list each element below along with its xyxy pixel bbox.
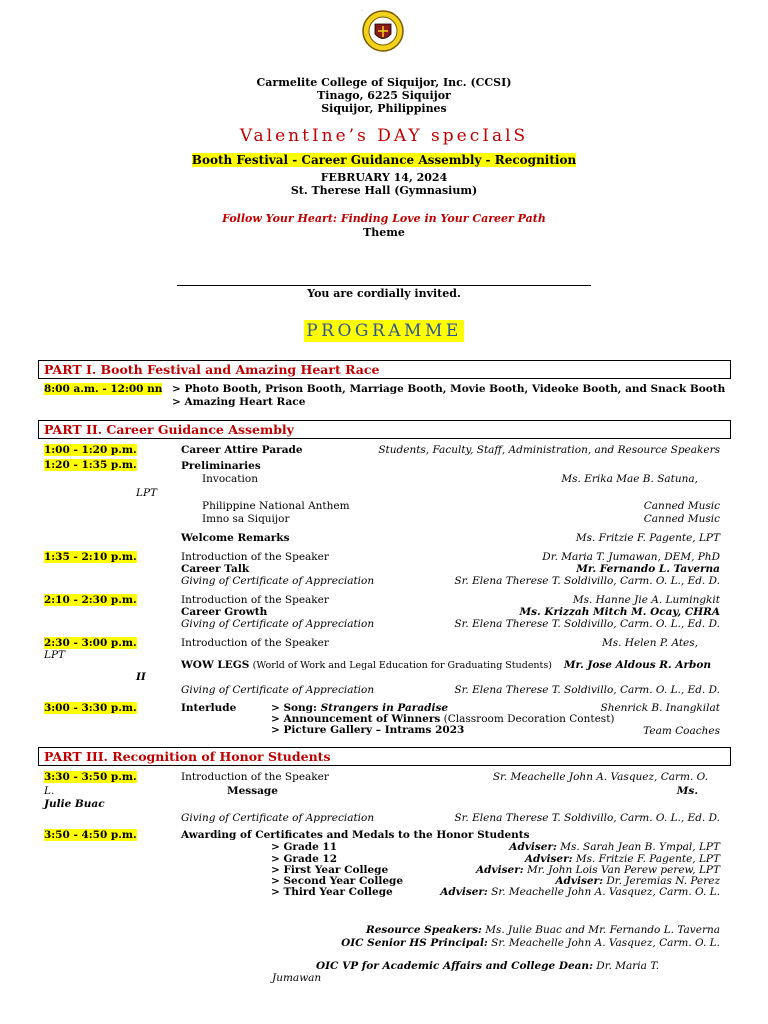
message-who-suffix: Julie Buac	[44, 798, 105, 810]
grade-adviser	[440, 886, 720, 898]
career-growth: Career Growth	[181, 606, 268, 618]
adviser-name: Sr. Meachelle John A. Vasquez, Carm. O. L.	[491, 886, 720, 898]
theme-label: Theme	[363, 226, 405, 239]
grade-adviser	[509, 841, 720, 853]
oic-principal-label: OIC Senior HS Principal:	[341, 937, 488, 949]
resource-speakers-names: Ms. Julie Buac and Mr. Fernando L. Taverna	[485, 924, 720, 936]
school-name: Carmelite College of Siquijor, Inc. (CCSI)	[256, 76, 512, 89]
intro-speaker: Introduction of the Speaker	[181, 594, 329, 606]
college-seal-icon	[362, 10, 404, 52]
grade-item: > Second Year College	[271, 875, 404, 887]
vp-academic	[316, 960, 659, 972]
part2-header	[38, 420, 731, 439]
winners-desc: (Classroom Decoration Contest)	[443, 713, 615, 725]
intro-speaker: Introduction of the Speaker	[181, 637, 329, 649]
part1-header	[38, 360, 731, 379]
song-prefix: > Song:	[271, 702, 317, 714]
adviser-label: Adviser:	[476, 864, 524, 876]
time-slot: 3:00 - 3:30 p.m.	[44, 702, 137, 714]
time-slot-suffix: LPT	[44, 649, 66, 661]
message-who: Ms.	[676, 785, 698, 797]
part1-booths: > Photo Booth, Prison Booth, Marriage Booth, Movie Booth, Videoke Booth, and Snack Booth	[172, 383, 726, 395]
resource-speakers-label: Resource Speakers:	[365, 924, 482, 936]
grade-item: > Grade 11	[271, 841, 338, 853]
welcome-remarks: Welcome Remarks	[181, 532, 290, 544]
certificate-who: Sr. Elena Therese T. Soldivillo, Carm. O. L., Ed. D.	[454, 618, 720, 630]
invocation-who: Ms. Erika Mae B. Satuna,	[561, 473, 698, 485]
part1-time: 8:00 a.m. - 12:00 nn	[44, 383, 163, 395]
grade-item: > Grade 12	[271, 853, 338, 865]
time-slot: 2:30 - 3:00 p.m.	[44, 637, 137, 649]
welcome-who: Ms. Fritzie F. Pagente, LPT	[575, 532, 720, 544]
event-venue: St. Therese Hall (Gymnasium)	[290, 184, 478, 197]
attire-parade-who: Students, Faculty, Staff, Administration, and Resource Speakers	[378, 444, 720, 456]
winners-label: > Announcement of Winners	[271, 713, 441, 725]
invite-text: You are cordially invited.	[307, 287, 461, 300]
gallery-item: > Picture Gallery – Intrams 2023	[271, 724, 465, 736]
intro-speaker: Introduction of the Speaker	[181, 551, 329, 563]
time-slot: 1:00 - 1:20 p.m.	[44, 444, 137, 456]
time-slot: 2:10 - 2:30 p.m.	[44, 594, 137, 606]
resource-speakers	[366, 924, 720, 936]
wow-legs-desc: (World of Work and Legal Education for Graduating Students)	[252, 660, 552, 671]
invocation-who-suffix: LPT	[136, 487, 158, 499]
grade-item: > First Year College	[271, 864, 389, 876]
event-subtitle: Booth Festival - Career Guidance Assembly - Recognition	[191, 153, 577, 167]
certificate: Giving of Certificate of Appreciation	[181, 684, 375, 696]
gallery-who: Team Coaches	[643, 725, 720, 737]
adviser-label: Adviser:	[509, 841, 557, 853]
career-talk-who: Mr. Fernando L. Taverna	[576, 563, 720, 575]
invocation: Invocation	[202, 473, 258, 485]
intro-speaker-who: Sr. Meachelle John A. Vasquez, Carm. O.	[492, 771, 708, 783]
adviser-name: Mr. John Lois Van Perew perew, LPT	[526, 864, 720, 876]
vp-academic-name-suffix: Jumawan	[272, 972, 322, 984]
oic-principal	[341, 937, 720, 949]
adviser-name: Ms. Sarah Jean B. Ympal, LPT	[560, 841, 720, 853]
time-slot: 3:50 - 4:50 p.m.	[44, 829, 137, 841]
time-slot: 1:20 - 1:35 p.m.	[44, 459, 137, 471]
logo-text	[362, 10, 363, 11]
intro-speaker: Introduction of the Speaker	[181, 771, 329, 783]
adviser-label: Adviser:	[524, 853, 573, 865]
certificate-who: Sr. Elena Therese T. Soldivillo, Carm. O. L., Ed. D.	[454, 575, 720, 587]
certificate: Giving of Certificate of Appreciation	[181, 812, 375, 824]
address-line-2: Siquijor, Philippines	[321, 102, 447, 115]
imno-who: Canned Music	[643, 513, 720, 525]
part3-title: PART III. Recognition of Honor Students	[44, 749, 331, 764]
oic-principal-name: Sr. Meachelle John A. Vasquez, Carm. O. L.	[491, 937, 720, 949]
part1-heart-race: > Amazing Heart Race	[172, 396, 306, 408]
adviser-label: Adviser:	[440, 886, 488, 898]
national-anthem: Philippine National Anthem	[202, 500, 350, 512]
wow-legs-who-suffix: II	[136, 671, 146, 683]
career-growth-who: Ms. Krizzah Mitch M. Ocay, CHRA	[519, 606, 720, 618]
awarding: Awarding of Certificates and Medals to the Honor Students	[181, 829, 530, 841]
part3-header	[38, 747, 731, 766]
certificate: Giving of Certificate of Appreciation	[181, 618, 375, 630]
time-slot: 3:30 - 3:50 p.m.	[44, 771, 137, 783]
intro-speaker-who: Dr. Maria T. Jumawan, DEM, PhD	[542, 551, 720, 563]
message: Message	[227, 785, 278, 797]
vp-academic-name: Dr. Maria T.	[596, 960, 660, 972]
event-date: FEBRUARY 14, 2024	[320, 171, 448, 184]
intro-speaker-who-suffix: L.	[44, 785, 55, 797]
event-title: ValentIne’s DAY specIalS	[239, 126, 529, 146]
wow-legs-title: WOW LEGS	[181, 659, 250, 671]
preliminaries: Preliminaries	[181, 460, 261, 472]
intro-speaker-who: Ms. Hanne Jie A. Lumingkit	[572, 594, 720, 606]
song-title: Strangers in Paradise	[320, 702, 449, 714]
intro-speaker-who: Ms. Helen P. Ates,	[601, 637, 698, 649]
address-line-1: Tinago, 6225 Siquijor	[317, 89, 451, 102]
signature-line	[177, 285, 591, 286]
grade-item: > Third Year College	[271, 886, 393, 898]
attire-parade: Career Attire Parade	[181, 444, 303, 456]
part1-title: PART I. Booth Festival and Amazing Heart Race	[44, 362, 380, 377]
song-who: Shenrick B. Inangkilat	[600, 702, 720, 714]
certificate-who: Sr. Elena Therese T. Soldivillo, Carm. O. L., Ed. D.	[454, 812, 720, 824]
imno: Imno sa Siquijor	[202, 513, 290, 525]
certificate: Giving of Certificate of Appreciation	[181, 575, 375, 587]
interlude: Interlude	[181, 702, 237, 714]
programme-heading: PROGRAMME	[306, 321, 462, 341]
vp-academic-label: OIC VP for Academic Affairs and College Dean:	[316, 960, 593, 972]
adviser-name: Dr. Jeremias N. Perez	[606, 875, 720, 887]
wow-legs-who: Mr. Jose Aldous R. Arbon	[563, 659, 711, 671]
time-slot: 1:35 - 2:10 p.m.	[44, 551, 137, 563]
career-talk: Career Talk	[181, 563, 250, 575]
wow-legs	[181, 659, 552, 671]
anthem-who: Canned Music	[643, 500, 720, 512]
adviser-name: Ms. Fritzie F. Pagente, LPT	[575, 853, 720, 865]
theme-text: Follow Your Heart: Finding Love in Your Career Path	[222, 212, 546, 225]
certificate-who: Sr. Elena Therese T. Soldivillo, Carm. O. L., Ed. D.	[454, 684, 720, 696]
part2-title: PART II. Career Guidance Assembly	[44, 422, 294, 437]
adviser-label: Adviser:	[555, 875, 603, 887]
